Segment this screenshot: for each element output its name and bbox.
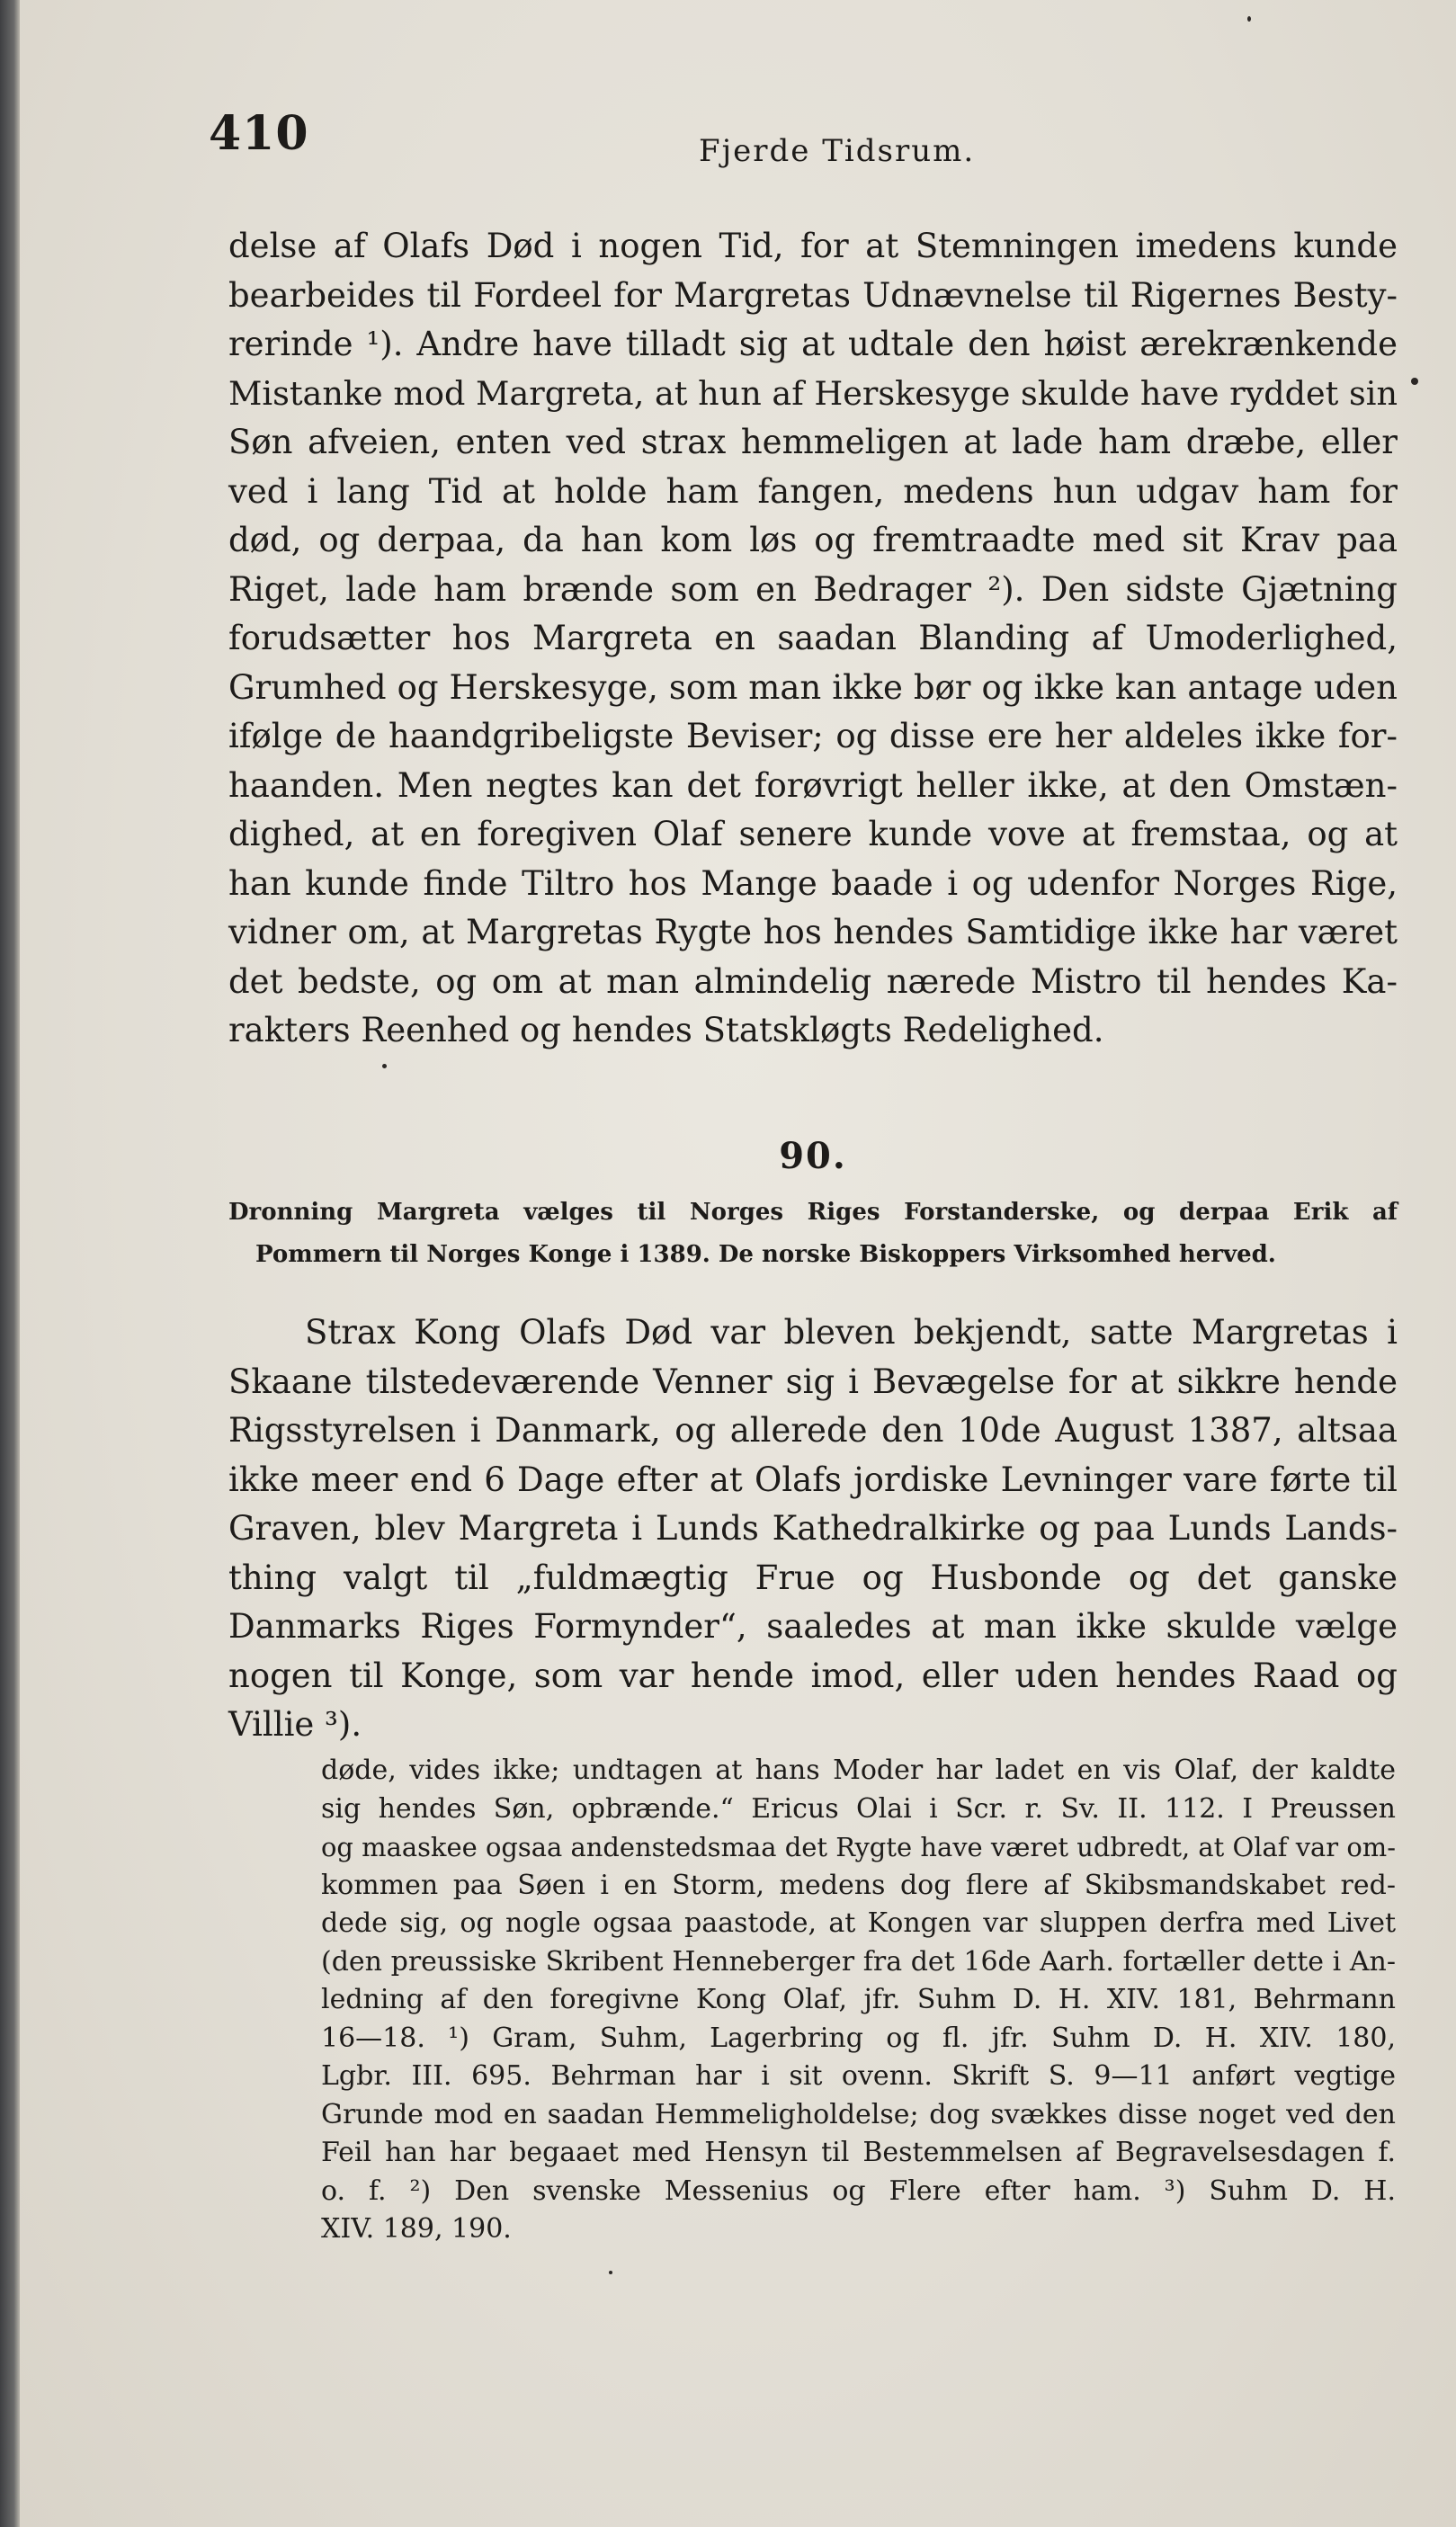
footnote-line: sig hendes Søn, opbrænde.“ Ericus Olai i Scr. r. Sv. II. 112. I Preussen [321,1792,1396,1825]
footnote-line: dede sig, og nogle ogsaa paastode, at Kongen var sluppen derfra med Livet [321,1907,1396,1939]
running-head: Fjerde Tidsrum. [699,133,976,169]
section-title-line: Dronning Margreta vælges til Norges Riges Forstanderske, og derpaa Erik af [228,1199,1398,1226]
footnote-line: og maaskee ogsaa andenstedsmaa det Rygte have været udbredt, at Olaf var om- [321,1832,1396,1862]
text-line: Skaane tilstedeværende Venner sig i Bevægelse for at sikkre hende [228,1362,1398,1401]
text-line: rerinde ¹). Andre have tilladt sig at udtale den høist ærekrænkende [228,325,1398,363]
footnote-line: døde, vides ikke; undtagen at hans Moder har ladet en vis Olaf, der kaldte [321,1755,1396,1786]
scan-left-edge [0,0,20,2527]
text-line: Strax Kong Olafs Død var bleven bekjendt, satte Margretas i [305,1313,1398,1352]
text-line: ifølge de haandgribeligste Beviser; og disse ere her aldeles ikke for- [228,717,1398,755]
page-number: 410 [209,106,309,161]
text-line: Rigsstyrelsen i Danmark, og allerede den 10de August 1387, altsaa [228,1411,1398,1450]
text-line: dighed, at en foregiven Olaf senere kunde vove at fremstaa, og at [228,815,1398,853]
ink-speck [1247,16,1251,22]
footnotes [321,1752,1396,2249]
footnote-line: Grunde mod en saadan Hemmeligholdelse; dog svækkes disse noget ved den [321,2098,1396,2130]
text-line: Grumhed og Herskesyge, som man ikke bør og ikke kan antage uden [228,667,1398,707]
section-number: 90. [779,1135,847,1177]
text-line: thing valgt til „fuldmægtig Frue og Husbonde og det ganske [228,1558,1398,1597]
text-line: haanden. Men negtes kan det forøvrigt heller ikke, at den Omstæn- [228,765,1398,805]
ink-speck [609,2271,612,2274]
text-line: delse af Olafs Død i nogen Tid, for at Stemningen imedens kunde [228,227,1398,265]
text-line: Danmarks Riges Formynder“, saaledes at man ikke skulde vælge [228,1607,1398,1646]
section-title [228,1192,1398,1276]
text-line: rakters Reenhed og hendes Statskløgts Redelighed. [228,1011,1104,1049]
footnote-line: Lgbr. III. 695. Behrman har i sit ovenn. Skrift S. 9—11 anført vegtige [321,2060,1396,2092]
text-line: forudsætter hos Margreta en saadan Blanding af Umoderlighed, [228,619,1398,657]
footnote-line: 16—18. ¹) Gram, Suhm, Lagerbring og fl. jfr. Suhm D. H. XIV. 180, [321,2022,1396,2054]
footnote-line: ledning af den foregivne Kong Olaf, jfr. Suhm D. H. XIV. 181, Behrmann [321,1984,1396,2015]
text-line: Riget, lade ham brænde som en Bedrager ²). Den sidste Gjætning [228,569,1398,609]
text-line: ikke meer end 6 Dage efter at Olafs jordiske Levninger vare førte til [228,1460,1398,1499]
ink-speck [382,1064,387,1068]
text-line: Graven, blev Margreta i Lunds Kathedralkirke og paa Lunds Lands- [228,1509,1398,1548]
footnote-line: XIV. 189, 190. [321,2213,512,2245]
section-title-line: Pommern til Norges Konge i 1389. De norske Biskoppers Virksomhed herved. [255,1241,1276,1268]
text-line: bearbeides til Fordeel for Margretas Udnævnelse til Rigernes Besty- [228,275,1398,315]
paragraph-section-90 [228,1308,1398,1750]
text-line: det bedste, og om at man almindelig nærede Mistro til hendes Ka- [228,961,1398,1001]
ink-speck [1411,378,1418,385]
text-line: Søn afveien, enten ved strax hemmeligen at lade ham dræbe, eller [228,423,1398,461]
text-line: død, og derpaa, da han kom løs og fremtraadte med sit Krav paa [228,521,1398,559]
page-header [209,106,1396,178]
text-line: han kunde finde Tiltro hos Mange baade i og udenfor Norges Rige, [228,863,1398,903]
paragraph-continued [228,222,1398,1056]
book-page [20,0,1456,2527]
footnote-line: kommen paa Søen i en Storm, medens dog flere af Skibsmandskabet red- [321,1869,1396,1901]
footnote-line: Feil han har begaaet med Hensyn til Bestemmelsen af Begravelsesdagen f. [321,2137,1396,2168]
text-line: nogen til Konge, som var hende imod, eller uden hendes Raad og [228,1656,1398,1695]
text-line: Villie ³). [228,1705,362,1744]
text-line: ved i lang Tid at holde ham fangen, medens hun udgav ham for [228,471,1398,511]
text-line: Mistanke mod Margreta, at hun af Herskesyge skulde have ryddet sin [228,373,1398,413]
text-line: vidner om, at Margretas Rygte hos hendes Samtidige ikke har været [228,913,1398,951]
footnote-line: o. f. ²) Den svenske Messenius og Flere efter ham. ³) Suhm D. H. [321,2174,1396,2207]
footnote-line: (den preussiske Skribent Henneberger fra det 16de Aarh. fortæller dette i An- [321,1945,1396,1978]
